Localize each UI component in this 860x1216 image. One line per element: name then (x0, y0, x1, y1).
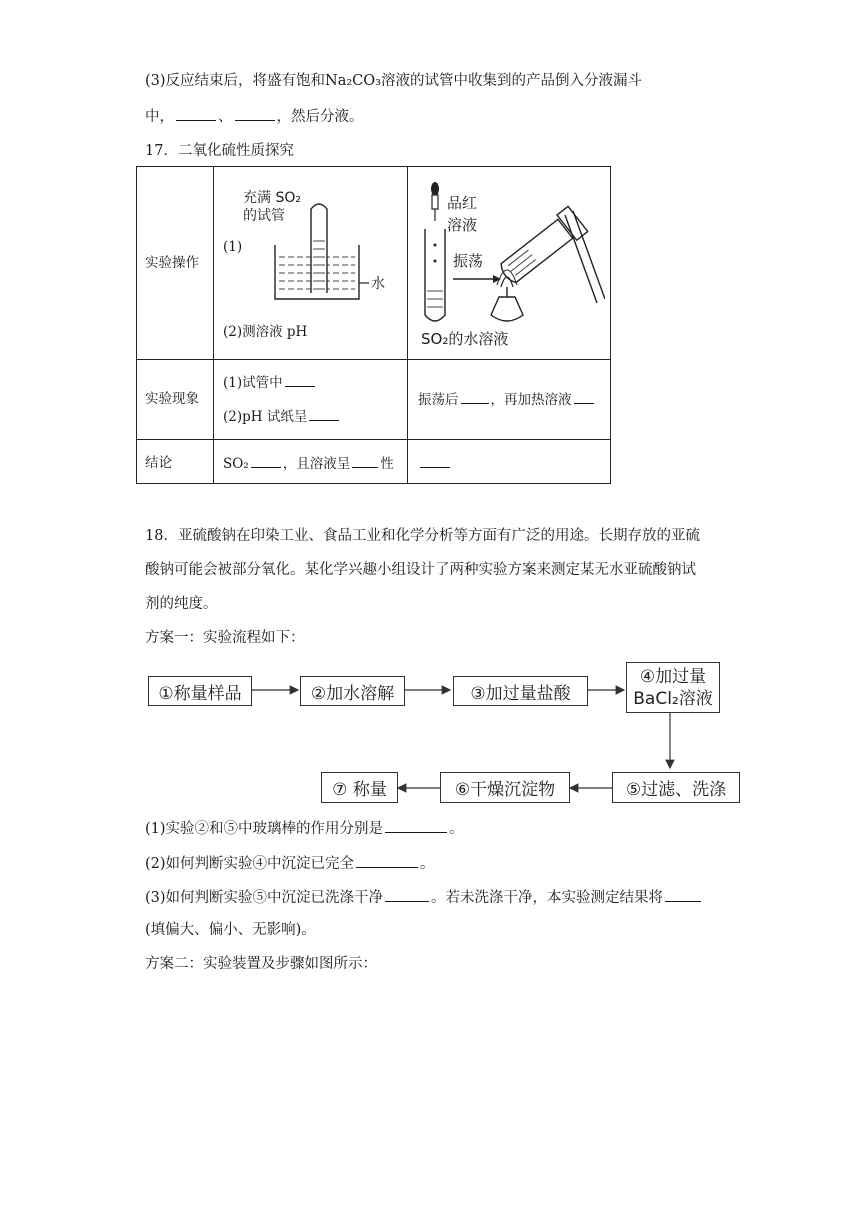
answer-blank[interactable] (285, 372, 315, 387)
phenomenon-line1-text: (1)试管中 (223, 375, 283, 391)
q18-question3-text: (3)如何判断实验⑤中沉淀已洗涤干净 (145, 890, 384, 906)
q16-line2-separator: 、 (218, 109, 233, 125)
figure-label-shake: 振荡 (453, 252, 484, 270)
flow-step-1: ①称量样品 (148, 676, 252, 706)
table-divider (137, 359, 610, 360)
q18-question1 (145, 818, 464, 839)
flow-step-4-line2: BaCl₂溶液 (633, 688, 713, 709)
answer-blank[interactable] (385, 887, 429, 902)
figure-label-pinkred2: 溶液 (447, 216, 478, 234)
q18-question3 (145, 887, 703, 908)
phenomenon-col2 (418, 389, 596, 410)
flow-step-3: ③加过量盐酸 (453, 676, 588, 706)
flow-step-2: ②加水溶解 (300, 676, 405, 706)
q16-line2-suffix: ，然后分液。 (276, 109, 364, 125)
answer-blank[interactable] (352, 453, 378, 468)
answer-blank[interactable] (385, 818, 447, 833)
q18-intro-line3: 剂的纯度。 (145, 596, 218, 612)
q18-question2 (145, 853, 435, 874)
answer-blank[interactable] (176, 106, 216, 121)
phenomenon-line2-text: (2)pH 试纸呈 (223, 409, 308, 425)
q18-scheme1-title: 方案一：实验流程如下： (145, 630, 305, 646)
conclusion-col1-mid: ，且溶液呈 (282, 456, 351, 472)
row-header-operation: 实验操作 (145, 255, 199, 271)
figure-label-pinkred1: 品红 (447, 194, 478, 212)
q16-line2-prefix: 中， (145, 109, 174, 125)
figure-label-tube2: 的试管 (243, 208, 285, 224)
q17-title: 17．二氧化硫性质探究 (145, 143, 294, 159)
table-divider (213, 167, 214, 483)
q18-scheme2-title: 方案二：实验装置及步骤如图所示： (145, 956, 377, 972)
phenomenon-col2-mid: ，再加热溶液 (490, 392, 572, 408)
row-header-conclusion: 结论 (145, 455, 172, 471)
answer-blank[interactable] (461, 389, 489, 404)
pinkred-figure (415, 175, 605, 351)
q18-question2-text: (2)如何判断实验④中沉淀已完全 (145, 856, 355, 872)
table-divider (137, 439, 610, 440)
row-header-phenomenon: 实验现象 (145, 391, 199, 407)
q18-intro-line2: 酸钠可能会被部分氧化。某化学兴趣小组设计了两种实验方案来测定某无水亚硫酸钠试 (145, 562, 696, 578)
q18-question1-end: 。 (449, 821, 464, 837)
flow-step-4 (626, 662, 720, 713)
figure-label-so2-solution: SO₂的水溶液 (421, 330, 509, 348)
q18-question3-line2: (填偏大、偏小、无影响)。 (145, 922, 316, 938)
q16-part3-line1: (3)反应结束后，将盛有饱和Na₂CO₃溶液的试管中收集到的产品倒入分液漏斗 (145, 73, 642, 89)
phenomenon-col2-pre: 振荡后 (418, 392, 459, 408)
answer-blank[interactable] (309, 406, 339, 421)
flow-step-4-line1: ④加过量 (639, 666, 707, 687)
answer-blank[interactable] (356, 853, 418, 868)
conclusion-col1-post: 性 (380, 456, 394, 472)
op-step2-label: (2)测溶液 pH (223, 324, 308, 340)
answer-blank[interactable] (420, 453, 450, 468)
q18-question2-end: 。 (420, 856, 435, 872)
conclusion-col2 (418, 453, 452, 474)
q18-question1-text: (1)实验②和⑤中玻璃棒的作用分别是 (145, 821, 384, 837)
q18-question3-mid: 。若未洗涤干净，本实验测定结果将 (431, 890, 664, 906)
answer-blank[interactable] (665, 887, 701, 902)
figure-label-water: 水 (371, 276, 385, 292)
q17-table (136, 166, 611, 484)
phenomenon-line1 (223, 372, 317, 393)
q16-part3-line2 (145, 106, 364, 127)
figure-label-tube1: 充满 SO₂ (243, 190, 301, 206)
so2-tube-figure (237, 187, 397, 307)
table-divider (407, 167, 408, 483)
flow-step-7: ⑦ 称量 (321, 772, 398, 803)
flow-step-5: ⑤过滤、洗涤 (612, 772, 740, 803)
answer-blank[interactable] (235, 106, 275, 121)
beaker-icon (237, 187, 397, 307)
flow-step-6: ⑥干燥沉淀物 (440, 772, 570, 803)
answer-blank[interactable] (574, 389, 594, 404)
phenomenon-line2 (223, 406, 341, 427)
conclusion-col1-pre: SO₂ (223, 456, 249, 472)
op-step1-label: (1) (223, 239, 243, 255)
test-tube-heating-icon (415, 175, 605, 351)
answer-blank[interactable] (251, 453, 281, 468)
q18-intro-line1: 18．亚硫酸钠在印染工业、食品工业和化学分析等方面有广泛的用途。长期存放的亚硫 (145, 528, 700, 544)
conclusion-col1 (223, 453, 394, 474)
